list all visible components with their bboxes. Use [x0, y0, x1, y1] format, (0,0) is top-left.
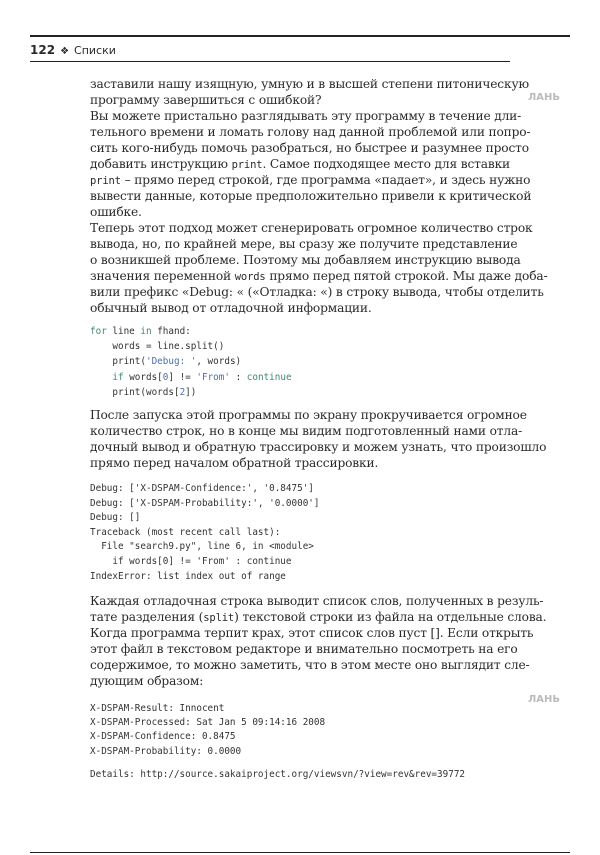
text-segment: print(words[ [90, 386, 180, 398]
code-line [90, 510, 140, 525]
text-segment: добавить инструкцию [90, 157, 232, 171]
text-line [90, 407, 527, 423]
code-literal: 'From' [196, 371, 230, 383]
text-line [90, 284, 544, 300]
text-segment: содержимое, то можно заметить, что в этом месте оно выглядит сле- [90, 658, 530, 672]
text-segment: File "search9.py", line 6, in <module> [90, 541, 314, 553]
text-segment: этот файл в текстовом редакторе и внимательно посмотреть на его [90, 642, 518, 656]
watermark-logo: ЛАНЬ [528, 92, 561, 103]
text-line [90, 609, 547, 626]
text-segment: дующим образом: [90, 674, 204, 688]
text-segment: прямо перед началом обратной трассировки. [90, 456, 379, 470]
text-segment: прямо перед пятой строкой. Мы даже доба- [265, 269, 548, 283]
text-segment: X-DSPAM-Result: Innocent [90, 703, 225, 714]
bottom-rule [30, 852, 570, 853]
top-rule [30, 35, 570, 37]
text-line [90, 439, 547, 455]
code-line [90, 496, 320, 511]
text-line [90, 188, 532, 204]
inline-code: print [90, 175, 121, 187]
text-line [90, 156, 510, 173]
text-segment: ошибке. [90, 205, 142, 219]
text-line [90, 455, 510, 471]
text-line [90, 625, 534, 641]
code-keyword: for [90, 326, 107, 337]
code-line [90, 729, 236, 744]
text-segment: ]) [185, 386, 197, 398]
text-segment: программу завершиться с ошибкой? [90, 93, 322, 107]
text-segment: Debug: ['X-DSPAM-Probability:', '0.0000'] [90, 497, 320, 509]
text-segment: X-DSPAM-Processed: Sat Jan 5 09:14:16 2008 [90, 717, 326, 729]
text-segment: После запуска этой программы по экрану прокручивается огромное [90, 408, 527, 422]
text-segment: заставили нашу изящную, умную и в высшей степени питоническую [90, 77, 529, 91]
text-segment: . Самое подходящее место для вставки [262, 157, 511, 171]
text-line [90, 268, 548, 285]
text-segment: ] != [168, 371, 197, 383]
text-line [90, 140, 529, 156]
code-keyword: if [112, 371, 124, 383]
code-line [90, 385, 196, 400]
text-segment: : [229, 371, 247, 383]
code-line [90, 324, 191, 339]
text-segment: сить кого-нибудь помочь разобраться, но быстрее и разумнее просто [90, 141, 529, 155]
code-line [90, 554, 292, 569]
text-segment: Каждая отладочная строка выводит список слов, полученных в резуль- [90, 594, 544, 608]
code-line [90, 339, 224, 354]
text-line [90, 124, 531, 140]
text-line [90, 76, 529, 92]
text-segment: print( [90, 356, 146, 368]
code-line [90, 354, 241, 369]
text-line [90, 252, 521, 268]
text-segment: words = line.split() [90, 341, 225, 353]
text-segment: Вы можете пристально разглядывать эту программу в течение дли- [90, 109, 522, 123]
code-literal: 2 [179, 386, 186, 398]
inline-code: words [234, 271, 266, 283]
code-line [90, 767, 465, 782]
header-rule [30, 61, 510, 62]
text-line [90, 593, 544, 609]
text-segment: – прямо перед строкой, где программа «падает», и здесь нужно [120, 173, 531, 187]
text-segment: line [106, 326, 141, 337]
text-line [90, 108, 522, 124]
text-segment: вывода, но, по крайней мере, вы сразу же получите представление [90, 237, 518, 251]
text-segment: Когда программа терпит крах, этот список слов пуст []. Если открыть [90, 626, 534, 640]
text-line [90, 220, 533, 236]
text-segment: тате разделения ( [90, 610, 204, 624]
section-title: Списки [74, 44, 116, 57]
code-line [90, 701, 224, 716]
text-segment: X-DSPAM-Probability: 0.0000 [90, 745, 242, 757]
text-segment: Details: http://source.sakaiproject.org/viewsvn/?view=rev&rev=39772 [90, 769, 466, 780]
code-line [90, 370, 292, 385]
text-segment: тельного времени и ломать голову над данной проблемой или попро- [90, 125, 531, 139]
code-literal: 0 [162, 371, 169, 383]
text-line [90, 673, 510, 689]
code-literal: 'Debug: ' [145, 356, 197, 368]
text-line [90, 172, 531, 189]
code-line [90, 569, 286, 584]
code-line [90, 525, 280, 540]
code-line [90, 744, 241, 759]
text-segment: о возникшей проблеме. Поэтому мы добавляем инструкцию вывода [90, 253, 521, 267]
code-keyword: in [140, 326, 152, 337]
code-line [90, 481, 314, 496]
text-line [90, 204, 510, 220]
text-segment: Debug: [] [90, 512, 141, 524]
text-line [90, 236, 518, 252]
code-line [90, 715, 325, 730]
text-line [90, 92, 510, 108]
watermark-logo: ЛАНЬ [528, 694, 561, 705]
inline-code: split [203, 612, 235, 624]
text-segment: значения переменной [90, 269, 235, 283]
text-segment: IndexError: list index out of range [90, 570, 286, 582]
text-segment [90, 372, 112, 383]
code-keyword: continue [246, 371, 292, 383]
text-segment: вывести данные, которые предположительно привели к критической [90, 189, 532, 203]
text-segment: обычный вывод от отладочной информации. [90, 301, 372, 315]
text-segment: дочный вывод и обратную трассировку и можем узнать, что произошло [90, 440, 547, 454]
page-number: 122 [30, 43, 56, 57]
text-segment: вили префикс «Debug: « («Отладка: «) в строку вывода, чтобы отделить [90, 285, 544, 299]
text-segment: Traceback (most recent call last): [90, 526, 281, 538]
text-segment: , words) [196, 356, 242, 368]
running-header [30, 43, 116, 57]
text-line [90, 423, 523, 439]
ornament-icon: ❖ [60, 46, 70, 57]
inline-code: print [231, 159, 263, 171]
text-segment: Теперь этот подход может сгенерировать огромное количество строк [90, 221, 533, 235]
text-line [90, 300, 510, 316]
text-segment: количество строк, но в конце мы видим подготовленный нами отла- [90, 424, 523, 438]
text-segment: if words[0] != 'From' : continue [90, 556, 292, 567]
text-line [90, 641, 518, 657]
text-line [90, 657, 530, 673]
text-segment: ) текстовой строки из файла на отдельные слова. [234, 610, 547, 624]
text-segment: words[ [123, 371, 163, 383]
text-segment: fhand: [151, 326, 191, 337]
text-segment: X-DSPAM-Confidence: 0.8475 [90, 731, 236, 743]
code-line [90, 539, 314, 554]
text-segment: Debug: ['X-DSPAM-Confidence:', '0.8475'] [90, 483, 314, 494]
